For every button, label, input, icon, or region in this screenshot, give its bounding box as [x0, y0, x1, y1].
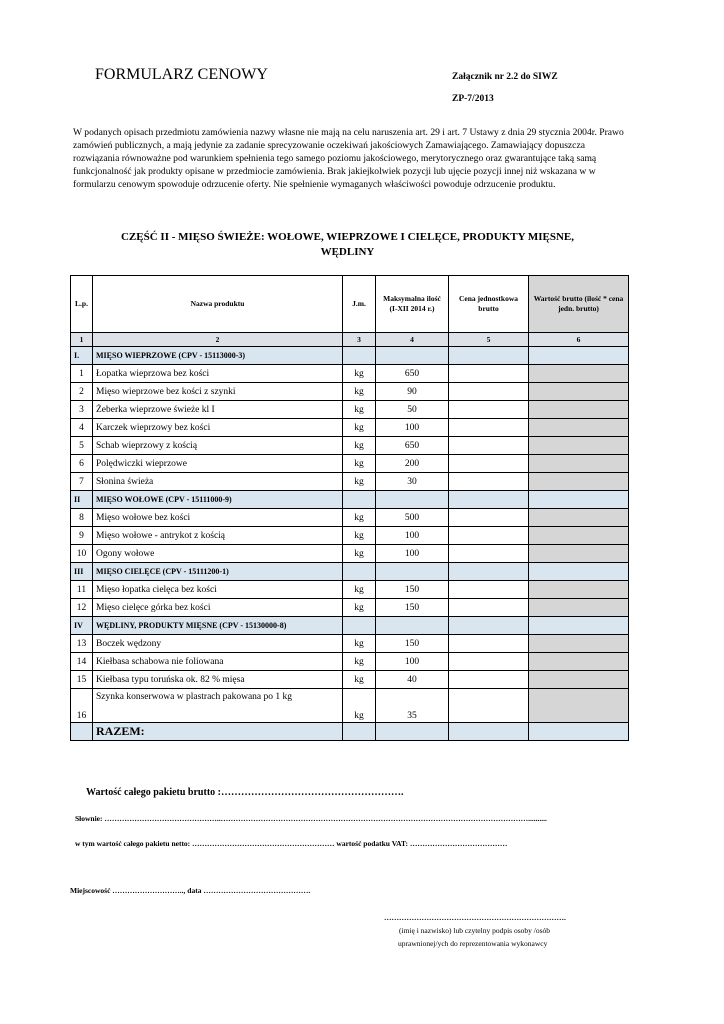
- amount-in-words-field[interactable]: Słownie: ………………………………………..……………………………………………………………………………………………………………..........: [75, 814, 547, 823]
- reference-number: ZP-7/2013: [452, 94, 494, 104]
- item-value-cell[interactable]: [529, 365, 629, 383]
- item-unit: kg: [343, 599, 376, 617]
- item-price-cell[interactable]: [449, 599, 529, 617]
- item-unit: kg: [343, 509, 376, 527]
- item-price-cell[interactable]: [449, 689, 529, 723]
- total-value-cell[interactable]: [529, 723, 629, 741]
- item-value-cell[interactable]: [529, 437, 629, 455]
- item-lp: 5: [71, 437, 93, 455]
- item-price-cell[interactable]: [449, 527, 529, 545]
- table-row: [71, 383, 629, 401]
- item-price-cell[interactable]: [449, 509, 529, 527]
- section-title: WĘDLINY, PRODUKTY MIĘSNE (CPV - 15130000-8): [93, 617, 343, 635]
- item-unit: kg: [343, 437, 376, 455]
- section-title: MIĘSO CIELĘCE (CPV - 15111200-1): [93, 563, 343, 581]
- item-unit: kg: [343, 401, 376, 419]
- net-vat-field[interactable]: w tym wartość całego pakietu netto: ………………………………………………… wartość podatku VAT: …………………………………: [75, 839, 508, 848]
- header-qty: Maksymalna ilość (I-XII 2014 r.): [376, 276, 449, 333]
- item-lp: 9: [71, 527, 93, 545]
- item-lp: 15: [71, 671, 93, 689]
- item-name: Boczek wędzony: [93, 635, 343, 653]
- item-price-cell[interactable]: [449, 671, 529, 689]
- column-number: 2: [93, 333, 343, 347]
- item-name: Łopatka wieprzowa bez kości: [93, 365, 343, 383]
- table-header-row: [71, 276, 629, 333]
- item-price-cell[interactable]: [449, 455, 529, 473]
- header-unit: J.m.: [343, 276, 376, 333]
- item-value-cell[interactable]: [529, 671, 629, 689]
- item-name: Kiełbasa typu toruńska ok. 82 % mięsa: [93, 671, 343, 689]
- section-number: IV: [71, 617, 93, 635]
- item-name: Żeberka wieprzowe świeże kl I: [93, 401, 343, 419]
- table-row: [71, 437, 629, 455]
- section-row: [71, 491, 629, 509]
- item-qty: 650: [376, 365, 449, 383]
- item-value-cell[interactable]: [529, 545, 629, 563]
- item-unit: kg: [343, 581, 376, 599]
- item-unit: kg: [343, 383, 376, 401]
- item-lp: 7: [71, 473, 93, 491]
- item-qty: 150: [376, 581, 449, 599]
- section-row: [71, 347, 629, 365]
- table-row: [71, 635, 629, 653]
- item-price-cell[interactable]: [449, 581, 529, 599]
- item-value-cell[interactable]: [529, 473, 629, 491]
- item-lp: 16: [71, 689, 93, 723]
- table-row: [71, 671, 629, 689]
- annex-label: Załącznik nr 2.2 do SIWZ: [452, 72, 558, 82]
- item-price-cell[interactable]: [449, 653, 529, 671]
- item-value-cell[interactable]: [529, 689, 629, 723]
- form-title: FORMULARZ CENOWY: [95, 66, 268, 83]
- table-row: [71, 689, 629, 723]
- column-number: 5: [449, 333, 529, 347]
- table-row: [71, 455, 629, 473]
- item-lp: 13: [71, 635, 93, 653]
- item-qty: 150: [376, 635, 449, 653]
- total-label: RAZEM:: [93, 723, 343, 741]
- item-unit: kg: [343, 545, 376, 563]
- item-qty: 650: [376, 437, 449, 455]
- item-name: Ogony wołowe: [93, 545, 343, 563]
- item-value-cell[interactable]: [529, 581, 629, 599]
- item-lp: 11: [71, 581, 93, 599]
- table-row: [71, 365, 629, 383]
- column-number: 4: [376, 333, 449, 347]
- table-row: [71, 509, 629, 527]
- table-row: [71, 545, 629, 563]
- item-price-cell[interactable]: [449, 383, 529, 401]
- item-unit: kg: [343, 527, 376, 545]
- item-price-cell[interactable]: [449, 419, 529, 437]
- item-value-cell[interactable]: [529, 635, 629, 653]
- intro-paragraph: W podanych opisach przedmiotu zamówienia nazwy własne nie mają na celu naruszenia art. 29 i art. 7 Ustawy z dnia 29 stycznia 2004r. Prawo zamówień publicznych, a mają jedynie za zadanie sprecyzowanie oczekiwań jakościowych Zamawiającego. Zamawiający dopuszcza rozwiązania równoważne pod warunkiem spełnienia tego samego poziomu jakościowego, merytorycznego oraz gwarantujące taką samą funkcjonalność jak produkty opisane w przedmiocie zamówienia. Brak jakiejkolwiek pozycji lub ujęcie pozycji innej niż wskazana w w formularzu cenowym spowoduje odrzucenie oferty. Nie spełnienie wymaganych właściwości powoduje odrzucenie produktu.: [73, 127, 624, 190]
- item-name: Mięso łopatka cielęca bez kości: [93, 581, 343, 599]
- item-name: Słonina świeża: [93, 473, 343, 491]
- total-row: [71, 723, 629, 741]
- section-title: MIĘSO WIEPRZOWE (CPV - 15113000-3): [93, 347, 343, 365]
- item-qty: 200: [376, 455, 449, 473]
- header-value: Wartość brutto (ilość * cena jedn. brutto): [529, 276, 629, 333]
- signature-caption-2: uprawnionej/ych do reprezentowania wykonawcy: [398, 939, 548, 948]
- item-price-cell[interactable]: [449, 635, 529, 653]
- item-price-cell[interactable]: [449, 545, 529, 563]
- item-name: Mięso wołowe - antrykot z kością: [93, 527, 343, 545]
- item-value-cell[interactable]: [529, 527, 629, 545]
- item-name: Mięso cielęce górka bez kości: [93, 599, 343, 617]
- column-number: 1: [71, 333, 93, 347]
- header-name: Nazwa produktu: [93, 276, 343, 333]
- section-row: [71, 563, 629, 581]
- item-name: Mięso wołowe bez kości: [93, 509, 343, 527]
- item-qty: 90: [376, 383, 449, 401]
- item-lp: 1: [71, 365, 93, 383]
- table-row: [71, 653, 629, 671]
- section-title: MIĘSO WOŁOWE (CPV - 15111000-9): [93, 491, 343, 509]
- item-unit: kg: [343, 653, 376, 671]
- table-row: [71, 419, 629, 437]
- place-date-field[interactable]: Miejscowość ……………………….., data …………………………………….: [70, 886, 311, 895]
- item-unit: kg: [343, 635, 376, 653]
- section-row: [71, 617, 629, 635]
- item-lp: 10: [71, 545, 93, 563]
- table-row: [71, 581, 629, 599]
- item-qty: 30: [376, 473, 449, 491]
- table-row: [71, 599, 629, 617]
- column-numbers-row: [71, 333, 629, 347]
- item-qty: 500: [376, 509, 449, 527]
- item-unit: kg: [343, 419, 376, 437]
- item-unit: kg: [343, 365, 376, 383]
- item-qty: 100: [376, 419, 449, 437]
- item-value-cell[interactable]: [529, 419, 629, 437]
- section-number: II: [71, 491, 93, 509]
- column-number: 6: [529, 333, 629, 347]
- item-name: Szynka konserwowa w plastrach pakowana po 1 kg: [93, 689, 343, 723]
- package-value-field[interactable]: Wartość całego pakietu brutto :……………………………………………….: [86, 787, 404, 798]
- item-name: Kiełbasa schabowa nie foliowana: [93, 653, 343, 671]
- item-value-cell[interactable]: [529, 653, 629, 671]
- part-title: CZĘŚĆ II - MIĘSO ŚWIEŻE: WOŁOWE, WIEPRZOWE I CIELĘCE, PRODUKTY MIĘSNE, WĘDLINY: [120, 231, 575, 258]
- table-row: [71, 401, 629, 419]
- item-value-cell[interactable]: [529, 383, 629, 401]
- item-name: Schab wieprzowy z kością: [93, 437, 343, 455]
- item-price-cell[interactable]: [449, 365, 529, 383]
- item-unit: kg: [343, 455, 376, 473]
- item-unit: kg: [343, 473, 376, 491]
- item-qty: 150: [376, 599, 449, 617]
- item-value-cell[interactable]: [529, 401, 629, 419]
- item-value-cell[interactable]: [529, 509, 629, 527]
- signature-line[interactable]: ……………………………………………………………….: [384, 913, 566, 922]
- section-number: III: [71, 563, 93, 581]
- price-table: [70, 275, 629, 741]
- column-number: 3: [343, 333, 376, 347]
- table-row: [71, 527, 629, 545]
- signature-caption-1: (imię i nazwisko) lub czytelny podpis osoby /osób: [399, 926, 551, 935]
- item-unit: kg: [343, 671, 376, 689]
- item-value-cell[interactable]: [529, 599, 629, 617]
- header-price: Cena jednostkowa brutto: [449, 276, 529, 333]
- item-name: Karczek wieprzowy bez kości: [93, 419, 343, 437]
- item-unit: kg: [343, 689, 376, 723]
- item-lp: 2: [71, 383, 93, 401]
- item-qty: 40: [376, 671, 449, 689]
- item-lp: 4: [71, 419, 93, 437]
- item-lp: 12: [71, 599, 93, 617]
- item-name: Polędwiczki wieprzowe: [93, 455, 343, 473]
- item-lp: 14: [71, 653, 93, 671]
- item-qty: 35: [376, 689, 449, 723]
- item-name: Mięso wieprzowe bez kości z szynki: [93, 383, 343, 401]
- item-price-cell[interactable]: [449, 473, 529, 491]
- table-row: [71, 473, 629, 491]
- section-number: I.: [71, 347, 93, 365]
- item-lp: 6: [71, 455, 93, 473]
- item-qty: 100: [376, 545, 449, 563]
- item-qty: 50: [376, 401, 449, 419]
- item-lp: 8: [71, 509, 93, 527]
- item-price-cell[interactable]: [449, 437, 529, 455]
- item-qty: 100: [376, 653, 449, 671]
- item-lp: 3: [71, 401, 93, 419]
- item-value-cell[interactable]: [529, 455, 629, 473]
- item-price-cell[interactable]: [449, 401, 529, 419]
- header-lp: L.p.: [71, 276, 93, 333]
- item-qty: 100: [376, 527, 449, 545]
